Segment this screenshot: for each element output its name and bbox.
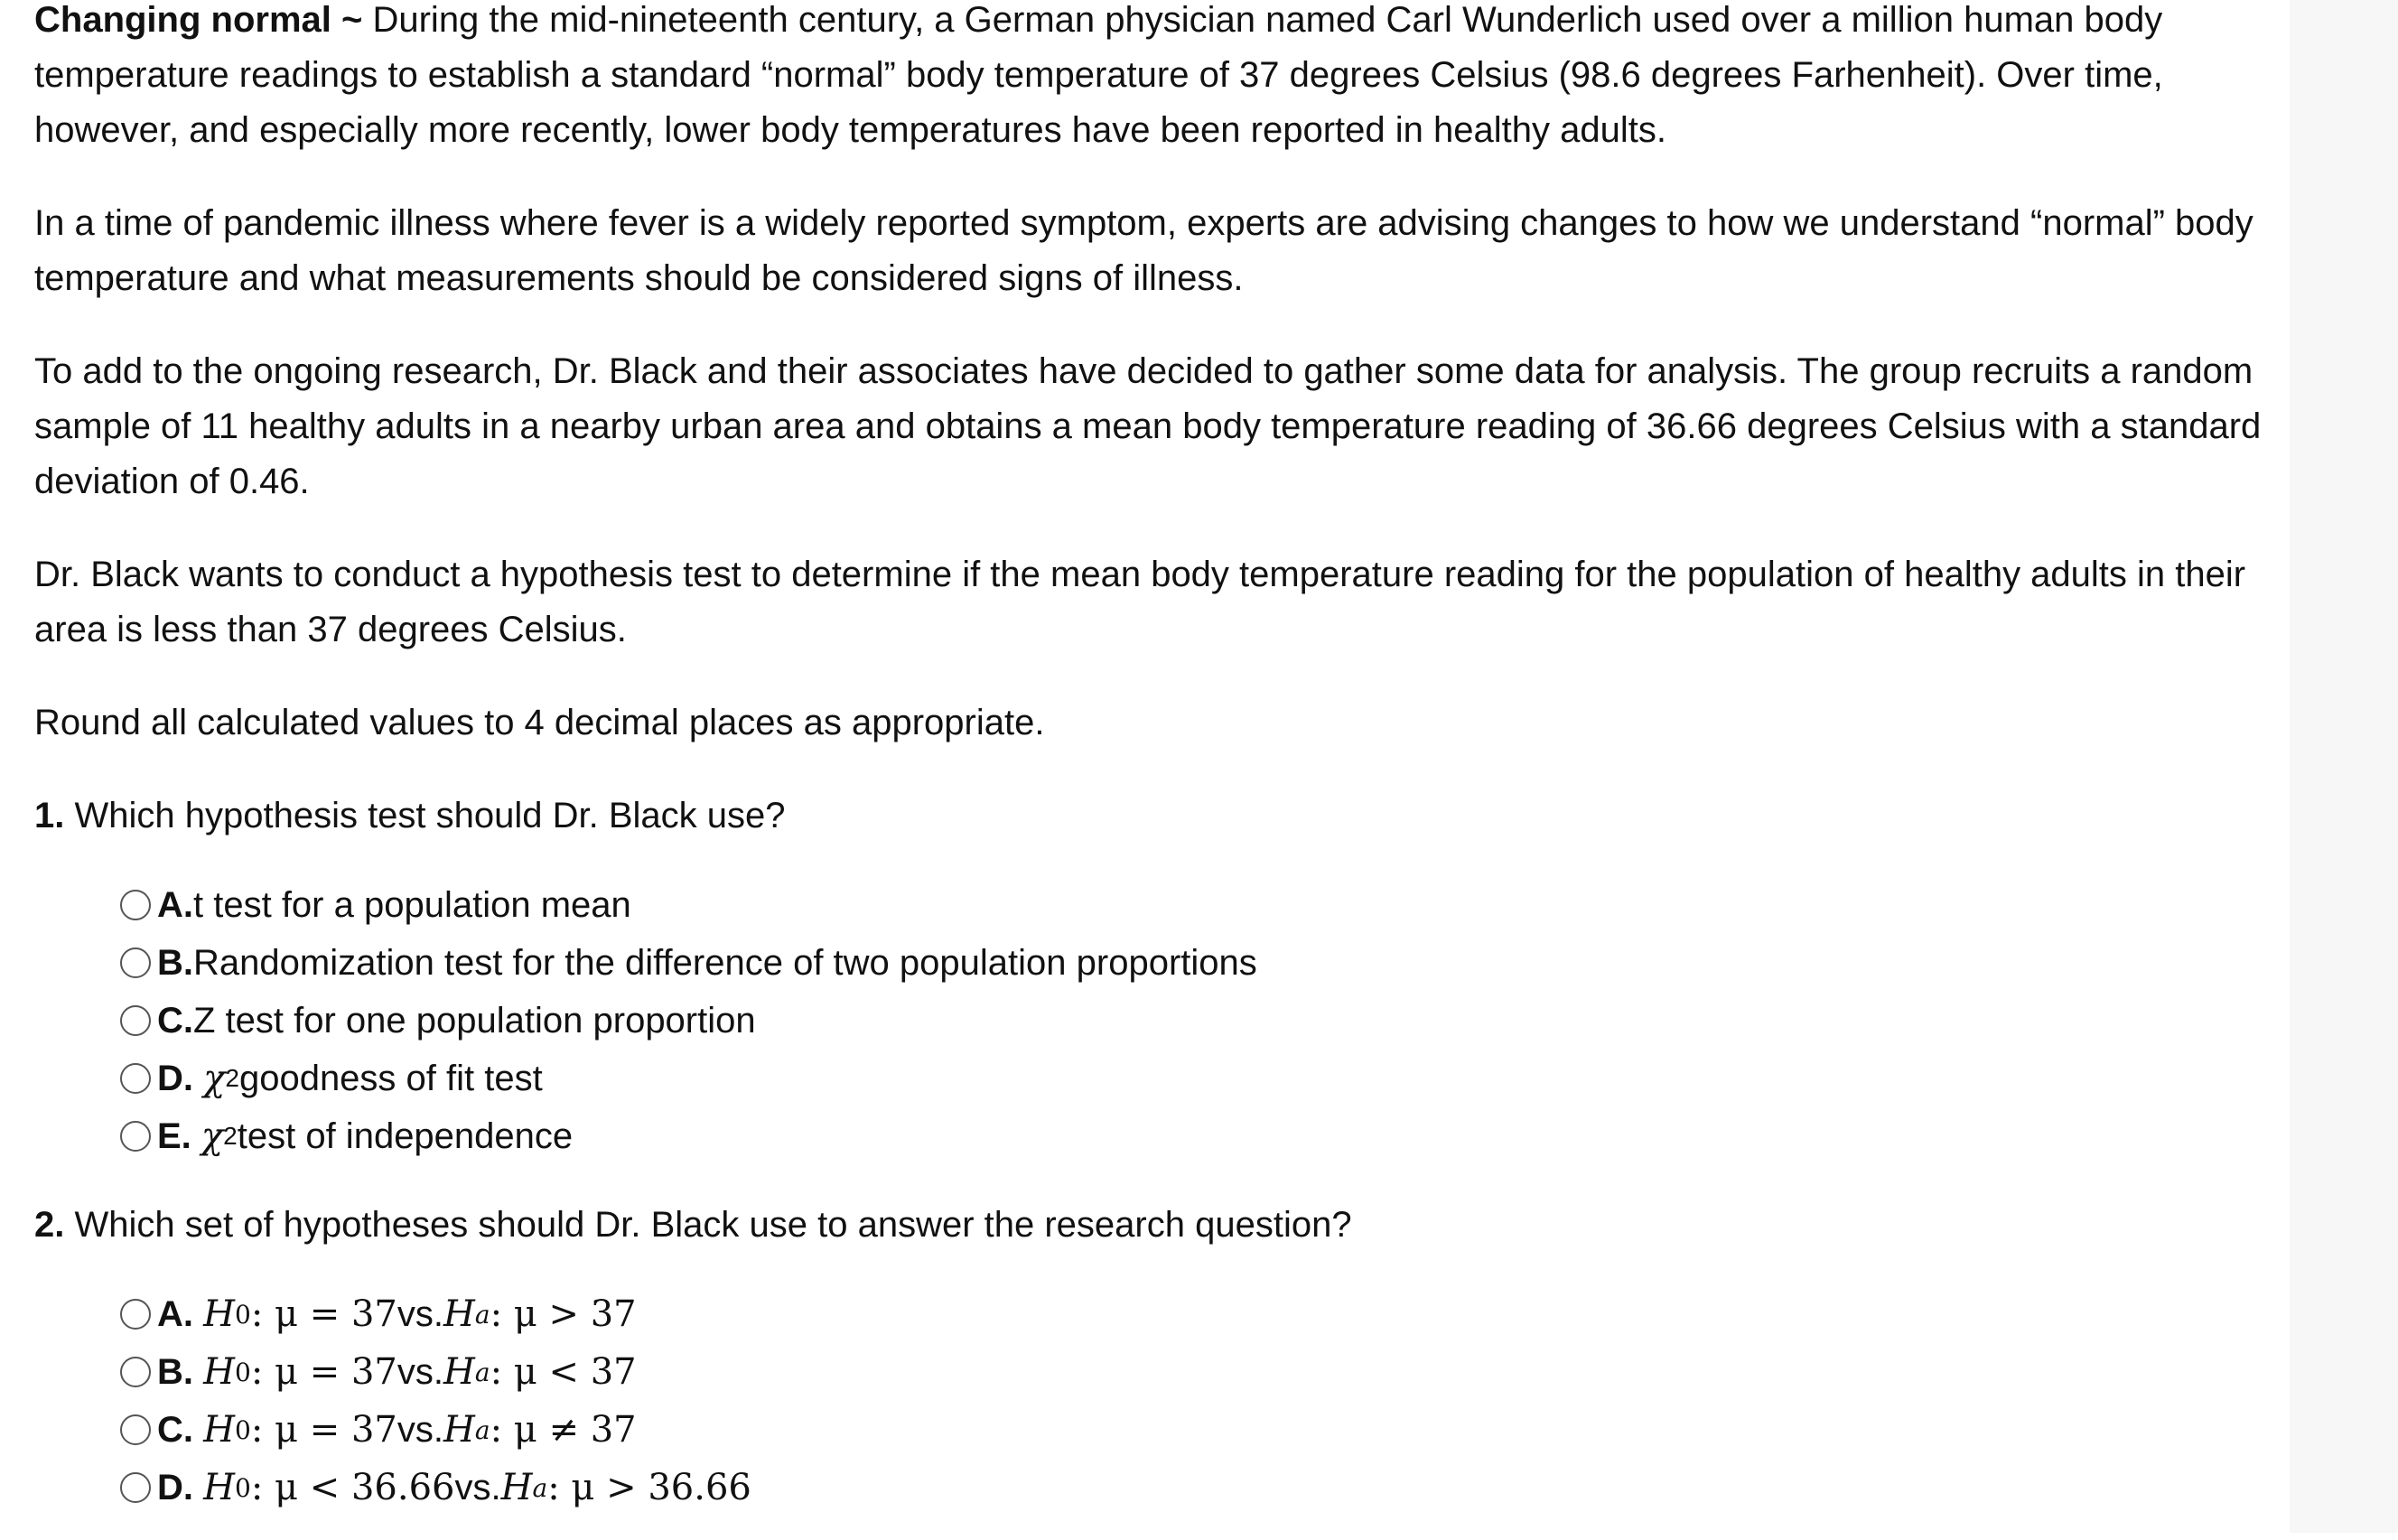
null-relation: : μ < 36.66	[250, 1467, 455, 1508]
alt-sub: a	[474, 1299, 490, 1330]
paragraph-rounding: Round all calculated values to 4 decimal places as appropriate.	[34, 703, 1045, 742]
null-h: H	[203, 1467, 236, 1508]
alt-sub: a	[474, 1414, 490, 1445]
null-relation: : μ = 37	[250, 1293, 397, 1335]
q2-option-a[interactable]	[120, 1285, 2398, 1343]
q2-option-d[interactable]	[120, 1459, 2398, 1517]
null-sub: 0	[235, 1472, 251, 1503]
q2-radio-a[interactable]	[120, 1299, 151, 1330]
paragraph-research: To add to the ongoing research, Dr. Black and their associates have decided to gather some data for analysis. The group recruits a random sample of 11 healthy adults in a nearby urban area and obtains a mean body temperature reading of 36.66 degrees Celsius with a standard deviation of 0.46.	[34, 351, 2262, 501]
alt-relation: : μ > 37	[490, 1293, 637, 1335]
question-2-number: 2.	[34, 1205, 65, 1245]
option-letter: B.	[157, 1351, 193, 1392]
alt-h: H	[443, 1293, 475, 1335]
null-relation: : μ = 37	[250, 1351, 397, 1393]
intro-text: During the mid-nineteenth century, a German physician named Carl Wunderlich used over a million human body temperature readings to establish a standard “normal” body temperature of 37 degrees Celsius (98.6 degrees Farhenheit). Over time, however, and especially more recently, lower body temperatures have been reported in healthy adults.	[34, 0, 2163, 150]
question-1-text: Which hypothesis test should Dr. Black use?	[64, 796, 786, 835]
alt-sub: a	[532, 1472, 548, 1503]
option-text: Z test for one population proportion	[193, 1000, 756, 1041]
alt-h: H	[443, 1409, 475, 1451]
alt-relation: : μ ≠ 37	[490, 1409, 637, 1451]
null-sub: 0	[235, 1357, 251, 1387]
alt-h: H	[500, 1467, 533, 1508]
q2-option-b[interactable]	[120, 1343, 2398, 1401]
paragraph-pandemic: In a time of pandemic illness where fever is a widely reported symptom, experts are advising changes to how we understand “normal” body temperature and what measurements should be considered signs of illness.	[34, 203, 2253, 298]
q1-radio-c[interactable]	[120, 1005, 151, 1036]
question-1	[34, 789, 2398, 844]
q1-option-a[interactable]	[120, 876, 2398, 934]
q2-radio-b[interactable]	[120, 1357, 151, 1387]
q2-radio-d[interactable]	[120, 1472, 151, 1503]
option-letter: C.	[157, 1000, 193, 1041]
option-text: Randomization test for the difference of two population proportions	[193, 942, 1257, 983]
right-margin-strip	[2290, 0, 2398, 1533]
null-sub: 0	[235, 1299, 251, 1330]
null-h: H	[203, 1293, 236, 1335]
option-letter: E.	[157, 1115, 191, 1156]
q1-option-e[interactable]	[120, 1107, 2398, 1165]
q1-option-b[interactable]	[120, 934, 2398, 992]
option-letter: D.	[157, 1058, 193, 1098]
chi-exponent: 2	[223, 1122, 238, 1150]
q1-radio-e[interactable]	[120, 1121, 151, 1152]
alt-relation: : μ < 37	[490, 1351, 637, 1393]
question-1-options	[34, 876, 2398, 1165]
chi-symbol: χ	[201, 1115, 224, 1157]
null-sub: 0	[235, 1414, 251, 1445]
option-letter: D.	[157, 1467, 193, 1507]
alt-h: H	[443, 1351, 475, 1393]
alt-relation: : μ > 36.66	[547, 1467, 751, 1508]
q2-radio-c[interactable]	[120, 1414, 151, 1445]
paragraph-hypothesis-goal: Dr. Black wants to conduct a hypothesis test to determine if the mean body temperature reading for the population of healthy adults in their area is less than 37 degrees Celsius.	[34, 555, 2246, 649]
q1-option-d[interactable]	[120, 1050, 2398, 1107]
question-2-text: Which set of hypotheses should Dr. Black use to answer the research question?	[64, 1205, 1352, 1245]
q1-option-c[interactable]	[120, 992, 2398, 1050]
null-h: H	[203, 1409, 236, 1451]
option-letter: B.	[157, 942, 193, 983]
null-h: H	[203, 1351, 236, 1393]
vs-text: vs.	[454, 1467, 501, 1507]
intro-paragraph	[34, 0, 2292, 158]
option-text: goodness of fit test	[238, 1058, 543, 1098]
question-1-number: 1.	[34, 796, 65, 835]
question-2-options	[34, 1285, 2398, 1517]
null-relation: : μ = 37	[250, 1409, 397, 1451]
option-letter: A.	[157, 1293, 193, 1334]
option-text: test of independence	[237, 1115, 574, 1156]
chi-symbol: χ	[203, 1058, 226, 1099]
q1-radio-d[interactable]	[120, 1063, 151, 1094]
chi-exponent: 2	[225, 1064, 239, 1092]
option-letter: A.	[157, 884, 193, 925]
question-2	[34, 1198, 2398, 1253]
option-text: t test for a population mean	[193, 884, 631, 925]
option-letter: C.	[157, 1409, 193, 1450]
q1-radio-a[interactable]	[120, 890, 151, 920]
vs-text: vs.	[397, 1293, 443, 1334]
q2-option-c[interactable]	[120, 1401, 2398, 1459]
alt-sub: a	[474, 1357, 490, 1387]
q1-radio-b[interactable]	[120, 947, 151, 978]
vs-text: vs.	[397, 1409, 443, 1450]
vs-text: vs.	[397, 1351, 443, 1392]
intro-lead: Changing normal ~	[34, 0, 363, 40]
